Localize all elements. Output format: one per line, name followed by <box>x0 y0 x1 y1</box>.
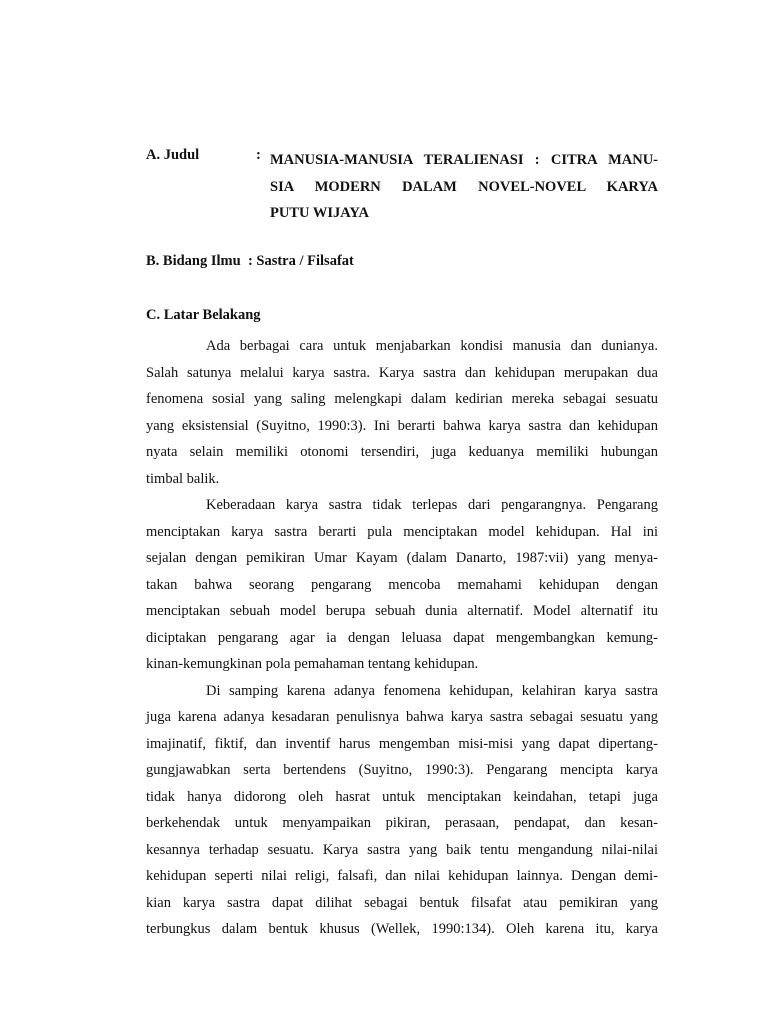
paragraph-line: Di samping karena adanya fenomena kehidupan, kelahiran karya sastra <box>206 682 658 699</box>
section-b-field: B. Bidang Ilmu : Sastra / Filsafat <box>146 253 354 269</box>
paragraph-line: Keberadaan karya sastra tidak terlepas dari pengarangnya. Pengarang <box>206 497 658 513</box>
paragraph-line: fenomena sosial yang saling melengkapi dalam kedirian mereka sebagai sesuatu <box>146 391 658 407</box>
paragraph-line: gungjawabkan serta bertendens (Suyitno, 1990:3). Pengarang mencipta karya <box>146 762 658 778</box>
section-a-colon: : <box>256 147 261 163</box>
paragraph-line: diciptakan pengarang agar ia dengan leluasa dapat mengembangkan kemung- <box>146 629 658 646</box>
section-c-body <box>146 333 658 943</box>
title-line: MANUSIA-MANUSIA TERALIENASI : CITRA MANU- <box>270 152 658 168</box>
section-a-label: A. Judul <box>146 147 200 163</box>
paragraph-line: imajinatif, fiktif, dan inventif harus mengemban misi-misi yang dapat dipertang- <box>146 735 658 752</box>
research-title <box>270 147 658 227</box>
paragraph-line: menciptakan karya sastra berarti pula menciptakan model kehidupan. Hal ini <box>146 523 658 540</box>
paragraph-line: terbungkus dalam bentuk khusus (Wellek, 1990:134). Oleh karena itu, karya <box>146 921 658 937</box>
paragraph-line: sejalan dengan pemikiran Umar Kayam (dalam Danarto, 1987:vii) yang menya- <box>146 550 658 566</box>
paragraph-line: nyata selain memiliki otonomi tersendiri, juga keduanya memiliki hubungan <box>146 444 658 460</box>
paragraph-line: kinan-kemungkinan pola pemahaman tentang kehidupan. <box>146 656 479 672</box>
paragraph-line: takan bahwa seorang pengarang mencoba memahami kehidupan dengan <box>146 576 658 593</box>
title-line: PUTU WIJAYA <box>270 205 369 221</box>
paragraph-line: kehidupan seperti nilai religi, falsafi, dan nilai kehidupan lainnya. Dengan demi- <box>146 868 658 884</box>
title-line: SIA MODERN DALAM NOVEL-NOVEL KARYA <box>270 178 658 195</box>
paragraph-line: kian karya sastra dapat dilihat sebagai bentuk filsafat atau pemikiran yang <box>146 894 658 911</box>
section-c-heading: C. Latar Belakang <box>146 307 261 323</box>
paragraph-line: timbal balik. <box>146 470 220 487</box>
paragraph-line: Salah satunya melalui karya sastra. Karya sastra dan kehidupan merupakan dua <box>146 364 658 381</box>
paragraph-line: tidak hanya didorong oleh hasrat untuk menciptakan keindahan, tetapi juga <box>146 788 658 805</box>
paragraph-line: yang eksistensial (Suyitno, 1990:3). Ini berarti bahwa karya sastra dan kehidupan <box>146 417 658 434</box>
paragraph-line: Ada berbagai cara untuk menjabarkan kondisi manusia dan dunianya. <box>206 338 658 354</box>
paragraph-line: menciptakan sebuah model berupa sebuah dunia alternatif. Model alternatif itu <box>146 603 658 619</box>
paragraph-line: juga karena adanya kesadaran penulisnya bahwa karya sastra sebagai sesuatu yang <box>146 709 658 725</box>
paragraph-line: berkehendak untuk menyampaikan pikiran, perasaan, pendapat, dan kesan- <box>146 815 658 831</box>
paragraph-line: kesannya terhadap sesuatu. Karya sastra yang baik tentu mengandung nilai-nilai <box>146 841 658 858</box>
